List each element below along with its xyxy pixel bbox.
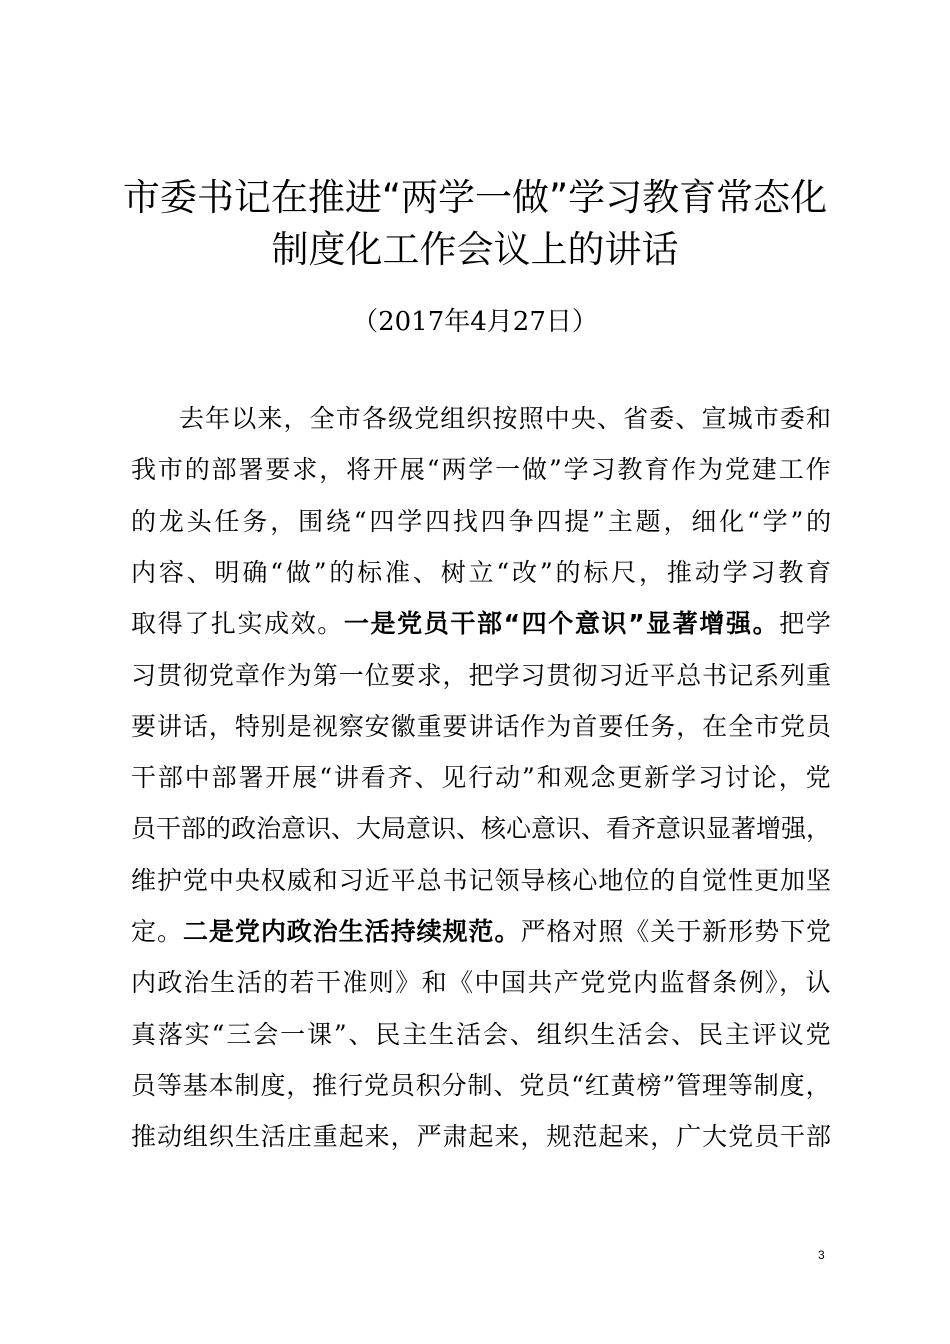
- body-text-segment: 的龙头任务，围绕“四学四找四争四提”主题，细化“学”的: [131, 506, 834, 536]
- body-line: [131, 547, 834, 598]
- body-line: [131, 650, 832, 701]
- body-text-segment: 推动组织生活庄重起来，严肃起来，规范起来，广大党员干部: [131, 1122, 832, 1152]
- body-line: [131, 855, 832, 906]
- document-title-line-2: 制度化工作会议上的讲话: [271, 228, 679, 271]
- body-text-segment: 员干部的政治意识、大局意识、核心意识、看齐意识显著增强，: [131, 814, 832, 844]
- body-line: [131, 1009, 832, 1060]
- body-line: [131, 1060, 831, 1111]
- body-text-segment: 定。: [131, 917, 183, 946]
- document-title-line-1: 市委书记在推进“两学一做”学习教育常态化: [122, 176, 828, 219]
- body-text-segment: 习贯彻党章作为第一位要求，把学习贯彻习近平总书记系列重: [131, 660, 832, 690]
- body-text-segment: 干部中部署开展“讲看齐、见行动”和观念更新学习讨论，党: [131, 763, 833, 793]
- body-line: [131, 1111, 832, 1162]
- body-bold-segment: 二是党内政治生活持续规范。: [182, 917, 521, 946]
- body-text-segment: 要讲话，特别是视察安徽重要讲话作为首要任务，在全市党员: [131, 711, 832, 741]
- body-text-segment: 内容、明确“做”的标准、树立“改”的标尺，推动学习教育: [131, 557, 834, 587]
- body-line: [131, 701, 832, 752]
- body-line: [179, 393, 832, 444]
- body-text-segment: 我市的部署要求，将开展“两学一做”学习教育作为党建工作: [131, 455, 833, 485]
- body-line: [131, 957, 832, 1008]
- document-date: （2017年4月27日）: [352, 307, 598, 337]
- body-text-segment: 真落实“三会一课”、民主生活会、组织生活会、民主评议党: [131, 1019, 833, 1049]
- body-bold-segment: 一是党员干部“四个意识”显著增强。: [343, 609, 780, 639]
- body-text-segment: 取得了扎实成效。: [131, 609, 344, 639]
- body-line: [131, 598, 832, 649]
- body-line: [131, 444, 832, 495]
- body-text-segment: 维护党中央权威和习近平总书记领导核心地位的自觉性更加坚: [131, 865, 832, 895]
- body-text-segment: 把学: [779, 609, 833, 639]
- body-text-segment: 内政治生活的若干准则》和《中国共产党党内监督条例》，认: [131, 968, 832, 998]
- body-line: [131, 906, 832, 957]
- page-number: 3: [818, 1248, 825, 1262]
- body-line: [131, 803, 831, 854]
- body-line: [131, 496, 834, 547]
- body-line: [131, 752, 832, 803]
- body-text-segment: 员等基本制度，推行党员积分制、党员“红黄榜”管理等制度，: [131, 1070, 832, 1100]
- body-text-segment: 严格对照《关于新形势下党: [520, 917, 832, 946]
- body-text-segment: 去年以来，全市各级党组织按照中央、省委、宣城市委和: [179, 404, 833, 433]
